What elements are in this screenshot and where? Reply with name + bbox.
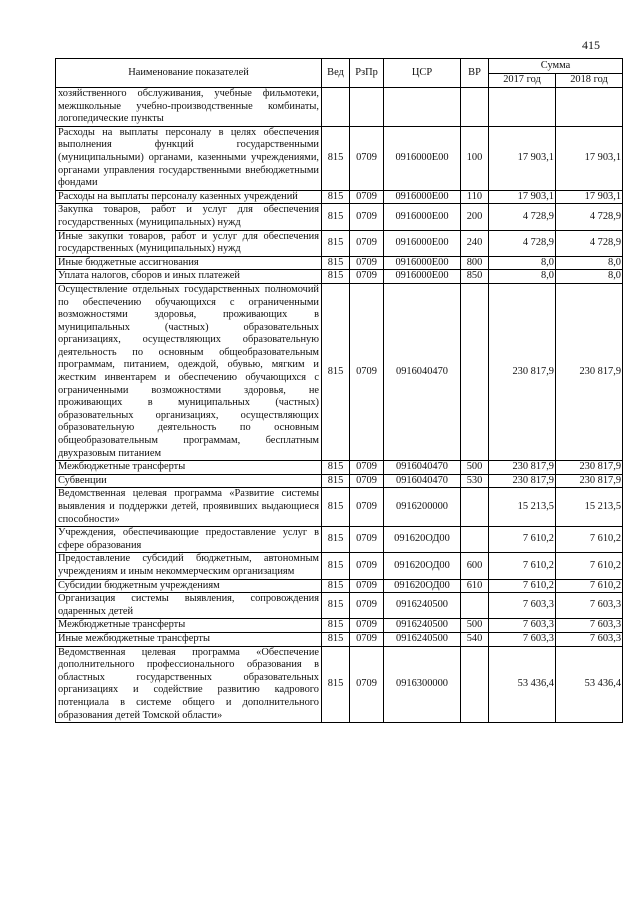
cell-ved: 815 [322,461,350,475]
cell-y2018: 230 817,9 [556,283,623,460]
cell-ved: 815 [322,204,350,230]
cell-rzpr: 0709 [350,190,384,204]
cell-name: Иные закупки товаров, работ и услуг для обеспечения государственных (муниципальных) нужд [56,230,322,256]
cell-ved: 815 [322,553,350,579]
cell-y2017: 53 436,4 [489,646,556,723]
cell-y2018: 15 213,5 [556,488,623,527]
cell-ved: 815 [322,632,350,646]
table-row [56,632,623,646]
header-csr: ЦСР [384,59,461,88]
cell-name: хозяйственного обслуживания, учебные фильмотеки, межшкольные учебно-производственные комбинаты, логопедические пункты [56,88,322,127]
header-vr: ВР [461,59,489,88]
cell-y2017: 15 213,5 [489,488,556,527]
cell-rzpr: 0709 [350,256,384,270]
cell-y2017: 8,0 [489,256,556,270]
header-rzpr: РзПр [350,59,384,88]
cell-vr [461,646,489,723]
cell-y2017: 17 903,1 [489,126,556,190]
table-row [56,204,623,230]
cell-y2018: 7 603,3 [556,619,623,633]
cell-ved: 815 [322,283,350,460]
cell-name: Ведомственная целевая программа «Развитие системы выявления и поддержки детей, проявивших выдающиеся способности» [56,488,322,527]
page-number: 415 [582,38,600,52]
cell-rzpr: 0709 [350,646,384,723]
cell-rzpr: 0709 [350,632,384,646]
cell-name: Закупка товаров, работ и услуг для обеспечения государственных (муниципальных) нужд [56,204,322,230]
cell-vr: 600 [461,553,489,579]
table-row [56,579,623,593]
cell-y2018: 8,0 [556,256,623,270]
cell-ved: 815 [322,488,350,527]
table-row [56,256,623,270]
cell-name: Предоставление субсидий бюджетным, автономным учреждениям и иным некоммерческим организациям [56,553,322,579]
cell-y2017: 7 610,2 [489,527,556,553]
cell-ved: 815 [322,579,350,593]
table-row [56,488,623,527]
cell-name: Расходы на выплаты персоналу в целях обеспечения выполнения функций государственными (муниципальными) органами, казенными учреждениями, органами управления государственными внебюджетными фондами [56,126,322,190]
cell-y2018: 7 610,2 [556,527,623,553]
cell-y2018: 230 817,9 [556,461,623,475]
cell-ved: 815 [322,126,350,190]
cell-csr: 0916000Е00 [384,270,461,284]
cell-rzpr: 0709 [350,126,384,190]
cell-vr: 240 [461,230,489,256]
cell-y2018: 17 903,1 [556,190,623,204]
cell-csr: 0916000Е00 [384,190,461,204]
table-row [56,619,623,633]
cell-vr: 530 [461,474,489,488]
table-row [56,126,623,190]
cell-name: Иные межбюджетные трансферты [56,632,322,646]
cell-ved: 815 [322,190,350,204]
cell-y2018: 8,0 [556,270,623,284]
cell-name: Иные бюджетные ассигнования [56,256,322,270]
cell-y2018: 4 728,9 [556,230,623,256]
table-row [56,88,623,127]
header-sum: Сумма [489,59,623,74]
cell-name: Субвенции [56,474,322,488]
cell-csr: 0916240500 [384,619,461,633]
cell-csr: 0916000Е00 [384,126,461,190]
table-row [56,593,623,619]
cell-rzpr: 0709 [350,579,384,593]
cell-y2017: 7 610,2 [489,553,556,579]
cell-csr: 0916240500 [384,632,461,646]
cell-vr: 110 [461,190,489,204]
header-year-2018: 2018 год [556,74,623,88]
cell-csr: 0916240500 [384,593,461,619]
table-row [56,474,623,488]
cell-csr [384,88,461,127]
cell-y2018: 230 817,9 [556,474,623,488]
cell-csr: 0916040470 [384,461,461,475]
cell-y2018: 7 603,3 [556,593,623,619]
cell-ved: 815 [322,593,350,619]
cell-rzpr: 0709 [350,527,384,553]
cell-rzpr: 0709 [350,488,384,527]
cell-vr: 500 [461,461,489,475]
cell-vr: 800 [461,256,489,270]
cell-ved: 815 [322,619,350,633]
cell-ved [322,88,350,127]
cell-vr: 610 [461,579,489,593]
header-name: Наименование показателей [56,59,322,88]
table-row [56,527,623,553]
table-body [56,88,623,723]
cell-ved: 815 [322,474,350,488]
cell-vr: 850 [461,270,489,284]
cell-rzpr: 0709 [350,593,384,619]
cell-y2017: 7 603,3 [489,593,556,619]
cell-csr: 091620ОД00 [384,527,461,553]
cell-vr: 500 [461,619,489,633]
cell-y2018 [556,88,623,127]
cell-rzpr: 0709 [350,283,384,460]
cell-y2017: 7 603,3 [489,632,556,646]
cell-name: Учреждения, обеспечивающие предоставление услуг в сфере образования [56,527,322,553]
cell-y2017: 4 728,9 [489,204,556,230]
cell-ved: 815 [322,270,350,284]
budget-table [55,58,623,723]
cell-vr: 100 [461,126,489,190]
cell-vr [461,527,489,553]
cell-rzpr: 0709 [350,230,384,256]
cell-y2017: 7 610,2 [489,579,556,593]
cell-csr: 0916040470 [384,474,461,488]
table-row [56,553,623,579]
cell-name: Организация системы выявления, сопровождения одаренных детей [56,593,322,619]
cell-csr: 091620ОД00 [384,579,461,593]
cell-y2018: 7 610,2 [556,579,623,593]
table-row [56,461,623,475]
cell-rzpr: 0709 [350,461,384,475]
cell-y2017: 230 817,9 [489,474,556,488]
cell-y2018: 7 603,3 [556,632,623,646]
cell-vr [461,593,489,619]
cell-ved: 815 [322,256,350,270]
cell-vr [461,88,489,127]
header-year-2017: 2017 год [489,74,556,88]
cell-y2018: 17 903,1 [556,126,623,190]
cell-y2018: 7 610,2 [556,553,623,579]
cell-vr [461,488,489,527]
table-row [56,270,623,284]
cell-y2017 [489,88,556,127]
cell-y2017: 230 817,9 [489,461,556,475]
cell-y2018: 53 436,4 [556,646,623,723]
cell-name: Межбюджетные трансферты [56,461,322,475]
cell-rzpr: 0709 [350,619,384,633]
cell-csr: 0916000Е00 [384,230,461,256]
cell-name: Расходы на выплаты персоналу казенных учреждений [56,190,322,204]
cell-csr: 0916000Е00 [384,256,461,270]
cell-y2017: 7 603,3 [489,619,556,633]
header-ved: Вед [322,59,350,88]
cell-name: Субсидии бюджетным учреждениям [56,579,322,593]
cell-vr: 200 [461,204,489,230]
cell-ved: 815 [322,230,350,256]
table-row [56,283,623,460]
cell-csr: 0916300000 [384,646,461,723]
cell-rzpr [350,88,384,127]
table-row [56,190,623,204]
cell-vr: 540 [461,632,489,646]
cell-csr: 0916040470 [384,283,461,460]
cell-rzpr: 0709 [350,204,384,230]
cell-y2017: 17 903,1 [489,190,556,204]
cell-y2018: 4 728,9 [556,204,623,230]
cell-ved: 815 [322,527,350,553]
cell-csr: 091620ОД00 [384,553,461,579]
cell-rzpr: 0709 [350,474,384,488]
cell-rzpr: 0709 [350,553,384,579]
table-row [56,230,623,256]
cell-name: Осуществление отдельных государственных полномочий по обеспечению обучающихся с ограниченными возможностями здоровья, проживающих в муниципальных (частных) образовательных организациях, осуществляющих образовательную деятельность по основным общеобразовательным программам, питанием, одеждой, обувью, мягким и жестким инвентарем и обеспечению обучающихся с ограниченными возможностями здоровья, не проживающих в муниципальных (частных) образовательных организациях, осуществляющих образовательную деятельность по основным общеобразовательным программам, бесплатным двухразовым питанием [56,283,322,460]
cell-name: Ведомственная целевая программа «Обеспечение дополнительного профессионального образования в областных государственных образовательных организациях и содействие развитию кадрового потенциала в системе общего и дополнительного образования детей Томской области» [56,646,322,723]
cell-name: Межбюджетные трансферты [56,619,322,633]
cell-y2017: 4 728,9 [489,230,556,256]
cell-rzpr: 0709 [350,270,384,284]
cell-csr: 0916000Е00 [384,204,461,230]
table-row [56,646,623,723]
cell-vr [461,283,489,460]
cell-csr: 0916200000 [384,488,461,527]
cell-y2017: 230 817,9 [489,283,556,460]
cell-name: Уплата налогов, сборов и иных платежей [56,270,322,284]
cell-y2017: 8,0 [489,270,556,284]
cell-ved: 815 [322,646,350,723]
